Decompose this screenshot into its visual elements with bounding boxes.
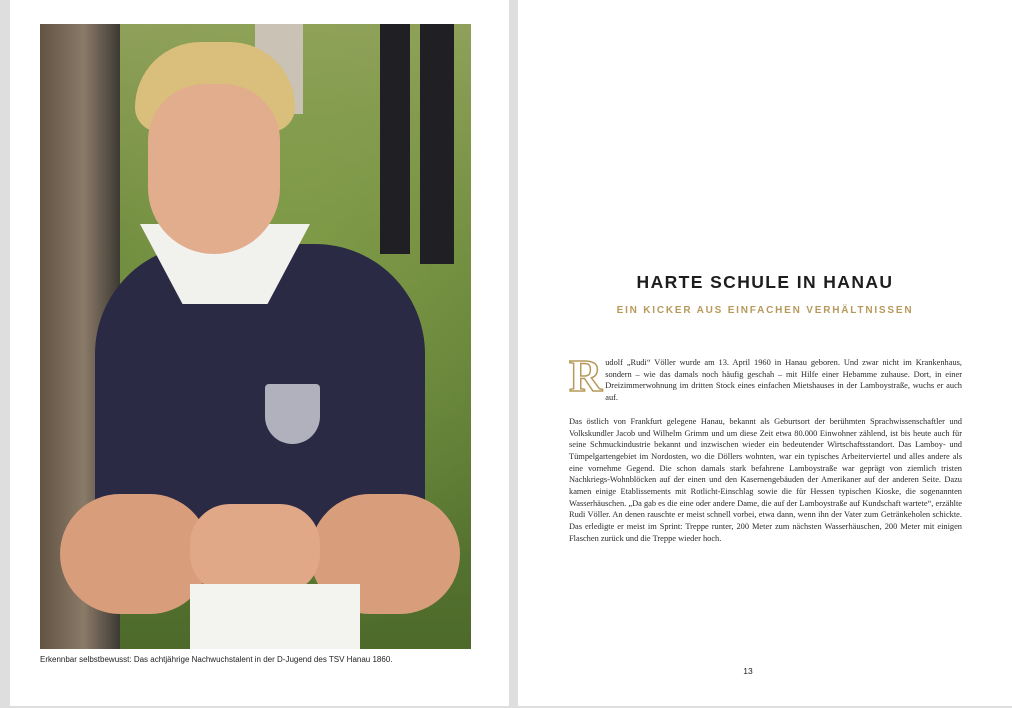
page-number: 13 xyxy=(743,666,753,676)
left-page xyxy=(10,0,509,706)
drop-cap: R xyxy=(569,350,603,401)
paragraph-1-text: udolf „Rudi“ Völler wurde am 13. April 1960 in Hanau geboren. Und zwar nicht im Krankenhaus, sondern – wie das damals noch häufig geschah – mit Hilfe einer Hebamme zuhause. Dort, in einer Dreizimmerwohnung im dritten Stock eines einfachen Mietshauses in der Lamboystraße, wuchs er auch auf. xyxy=(605,358,962,403)
right-page xyxy=(518,0,1012,706)
photo-caption: Erkennbar selbstbewusst: Das achtjährige Nachwuchstalent in der D-Jugend des TSV Hanau 1860. xyxy=(40,655,393,664)
paragraph-1 xyxy=(569,350,962,404)
chapter-subtitle: EIN KICKER AUS EINFACHEN VERHÄLTNISSEN xyxy=(616,305,914,316)
body-text xyxy=(569,350,962,545)
background-legs xyxy=(420,24,454,264)
shorts xyxy=(190,584,360,649)
boy-football-photo xyxy=(40,24,471,649)
jersey-badge xyxy=(265,384,320,444)
background-legs xyxy=(380,24,410,254)
face xyxy=(148,84,280,254)
chapter-title: HARTE SCHULE IN HANAU xyxy=(636,272,894,292)
hands xyxy=(190,504,320,594)
paragraph-2: Das östlich von Frankfurt gelegene Hanau, bekannt als Geburtsort der berühmten Sprachwissenschaftler und Volkskundler Jacob und Wilhelm Grimm und um diese Zeit etwa 80.000 Einwohner zählend, ist bis heute auch für seine Schmuckindustrie bekannt und inzwischen wieder ein bedeutender Wirtschaftsstandort. Das Lamboy- und Tümpelgartengebiet im Nordosten, wo die Döllers wohnten, war ein typisches Arbeiterviertel und alles andere als eine vornehme Gegend. Die schon damals stark befahrene Lamboystraße war geprägt von ziemlich tristen Nachkriegs-Wohnblöcken auf der einen und den Kasernengebäuden der Amerikaner auf der anderen Seite. Dazu kamen einige Etablissements mit Rotlicht-Einschlag sowie die für Hessen typischen Kioske, die sogenannten Wasserhäuschen. „Da gab es die eine oder andere Dame, die auf der Lamboystraße auf Kundschaft wartete“, erzählte Rudi Völler. An denen rauschte er meist schnell vorbei, etwa dann, wenn ihn der Vater zum Getränkeholen schickte. Das erledigte er meist im Sprint: Treppe runter, 200 Meter zum nächsten Wasserhäuschen, 200 Meter mit einigen Flaschen zurück und die Treppe wieder hoch. xyxy=(569,416,962,543)
knee xyxy=(60,494,210,614)
